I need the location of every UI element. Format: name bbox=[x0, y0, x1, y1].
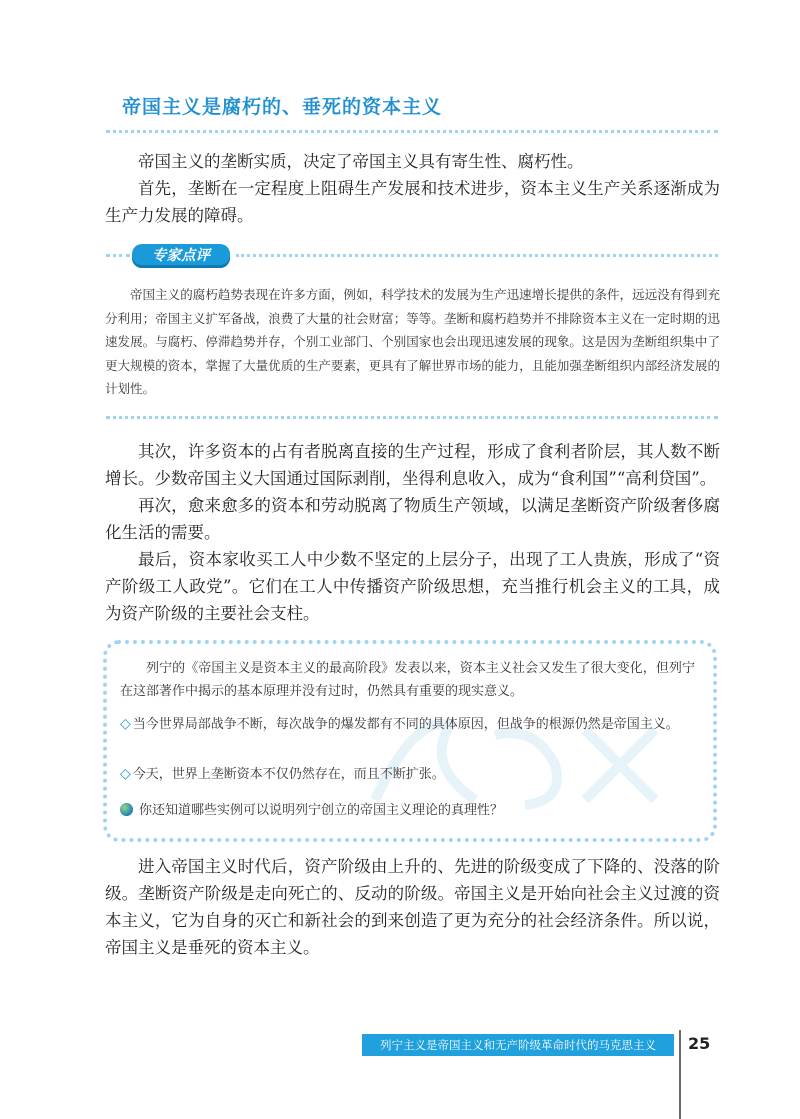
title-divider bbox=[106, 130, 718, 133]
box-question-text: 你还知道哪些实例可以说明列宁创立的帝国主义理论的真理性？ bbox=[139, 803, 504, 818]
box-bullet-1 bbox=[120, 713, 695, 736]
diamond-icon: ◇ bbox=[120, 766, 131, 782]
expert-comment-text: 帝国主义的腐朽趋势表现在许多方面，例如，科学技术的发展为生产迅速增长提供的条件，远远没有得到充分利用；帝国主义扩军备战，浪费了大量的社会财富；等等。垄断和腐朽趋势并不排除资本主义在一定时期的迅速发展。与腐朽、停滞趋势并存，个别工业部门、个别国家也会出现迅速发展的现象。这是因为垄断组织集中了更大规模的资本，掌握了大量优质的生产要素，更具有了解世界市场的能力，且能加强垄断组织内部经济发展的计划性。 bbox=[105, 287, 720, 396]
box-bullet-2-text: 今天，世界上垄断资本不仅仍然存在，而且不断扩张。 bbox=[132, 767, 445, 782]
paragraph-monopoly-nature: 帝国主义的垄断实质，决定了帝国主义具有寄生性、腐朽性。 bbox=[138, 152, 584, 171]
expert-comment-badge: 专家点评 bbox=[132, 244, 230, 268]
footer-rule bbox=[679, 1030, 681, 1119]
box-bullet-1-text: 当今世界局部战争不断，每次战争的爆发都有不同的具体原因，但战争的根源仍然是帝国主义。 bbox=[132, 717, 679, 732]
expert-divider-right bbox=[236, 254, 718, 257]
expert-divider-left bbox=[106, 254, 130, 257]
box-bullet-2 bbox=[120, 763, 695, 786]
paragraph-conclusion: 进入帝国主义时代后，资产阶级由上升的、先进的阶级变成了下降的、没落的阶级。垄断资产阶级是走向死亡的、反动的阶级。帝国主义是开始向社会主义过渡的资本主义，它为自身的灭亡和新社会的到来创造了更为充分的社会经济条件。所以说，帝国主义是垂死的资本主义。 bbox=[105, 857, 720, 957]
page-number: 25 bbox=[688, 1034, 711, 1053]
box-intro: 列宁的《帝国主义是资本主义的最高阶段》发表以来，资本主义社会又发生了很大变化，但列宁在这部著作中揭示的基本原理并没有过时，仍然具有重要的现实意义。 bbox=[120, 661, 695, 699]
paragraph-last: 最后，资本家收买工人中少数不坚定的上层分子，出现了工人贵族，形成了“资产阶级工人政党”。它们在工人中传播资产阶级思想，充当推行机会主义的工具，成为资产阶级的主要社会支柱。 bbox=[105, 550, 720, 623]
globe-icon bbox=[120, 803, 133, 816]
paragraph-third: 再次，愈来愈多的资本和劳动脱离了物质生产领域，以满足垄断资产阶级奢侈腐化生活的需要。 bbox=[105, 496, 720, 542]
box-question bbox=[120, 799, 695, 822]
paragraph-second: 其次，许多资本的占有者脱离直接的生产过程，形成了食利者阶层，其人数不断增长。少数帝国主义大国通过国际剥削，坐得利息收入，成为“食利国”“高利贷国”。 bbox=[105, 442, 720, 488]
expert-bottom-divider bbox=[106, 416, 718, 419]
diamond-icon: ◇ bbox=[120, 716, 131, 732]
chapter-title-bar: 列宁主义是帝国主义和无产阶级革命时代的马克思主义 bbox=[362, 1034, 674, 1056]
paragraph-first: 首先，垄断在一定程度上阻碍生产发展和技术进步，资本主义生产关系逐渐成为生产力发展的障碍。 bbox=[105, 179, 720, 225]
section-title: 帝国主义是腐朽的、垂死的资本主义 bbox=[122, 96, 443, 118]
